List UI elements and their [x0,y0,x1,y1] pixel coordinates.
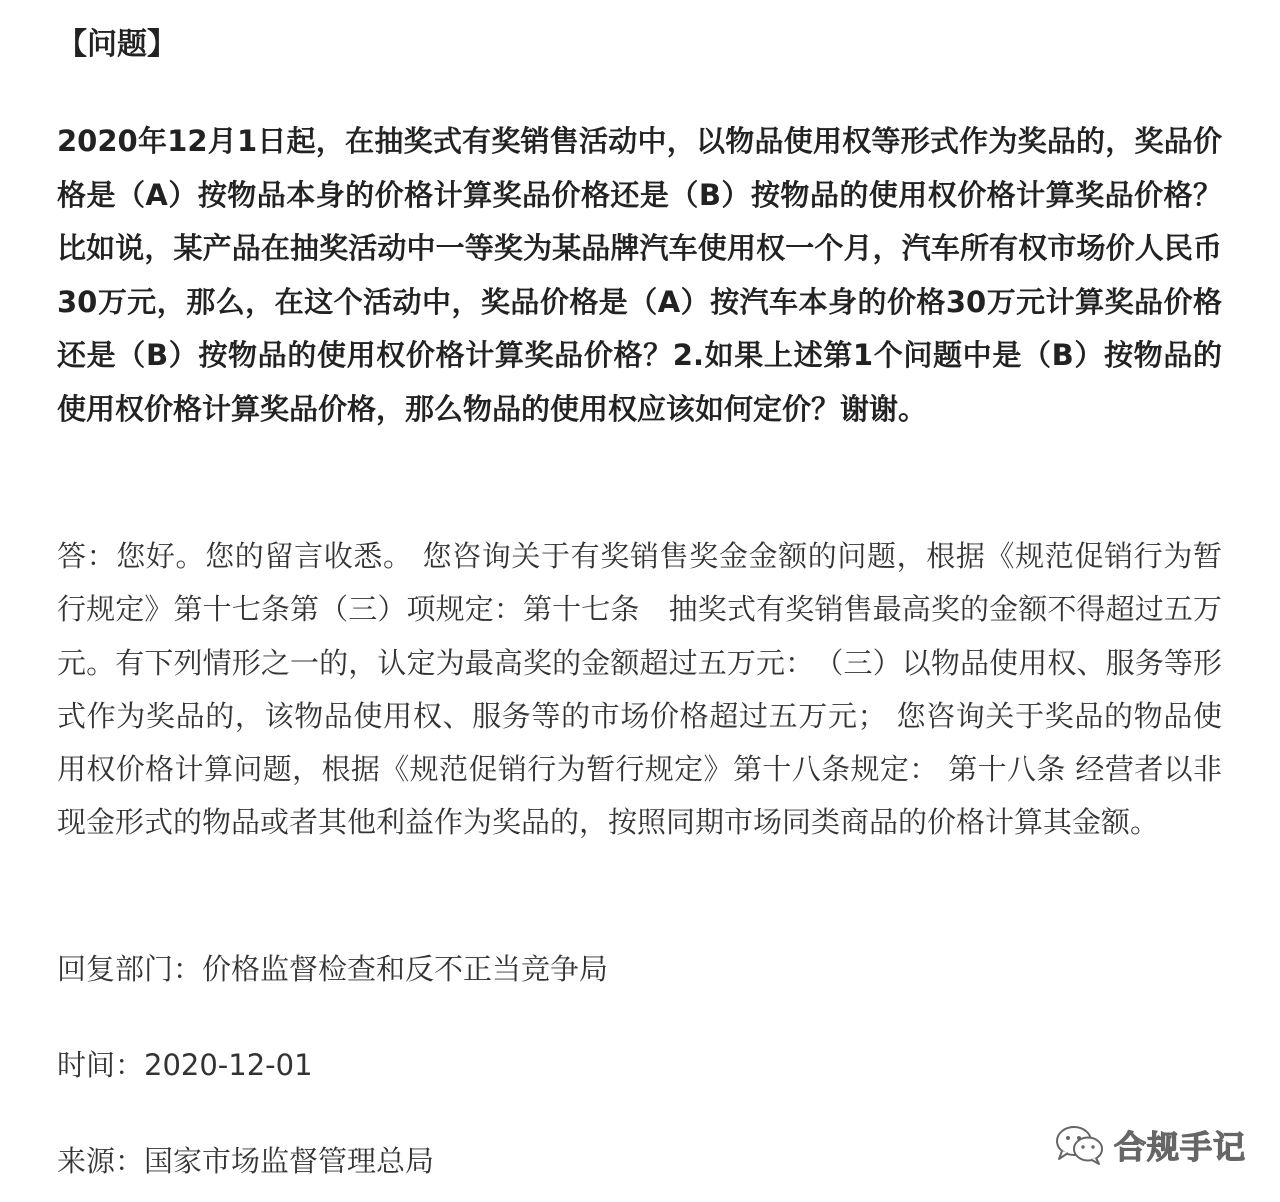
reply-department: 回复部门：价格监督检查和反不正当竞争局 [57,952,609,986]
section-heading: 【问题】 [57,27,177,62]
question-text: 2020年12月1日起，在抽奖式有奖销售活动中，以物品使用权等形式作为奖品的，奖品价格是（A）按物品本身的价格计算奖品价格还是（B）按物品的使用权价格计算奖品价格？比如说，某产品在抽奖活动中一等奖为某品牌汽车使用权一个月，汽车所有权市场价人民币30万元，那么，在这个活动中，奖品价格是（A）按汽车本身的价格30万元计算奖品价格还是（B）按物品的使用权价格计算奖品价格？2.如果上述第1个问题中是（B）按物品的使用权价格计算奖品价格，那么物品的使用权应该如何定价？谢谢。 [57,124,1222,426]
watermark [1054,1120,1246,1170]
wechat-icon [1054,1123,1106,1167]
reply-source: 来源：国家市场监督管理总局 [57,1144,435,1178]
reply-time: 时间：2020-12-01 [57,1048,313,1082]
watermark-text: 合规手记 [1114,1128,1247,1166]
answer-text: 答：您好。您的留言收悉。 您咨询关于有奖销售奖金金额的问题，根据《规范促销行为暂行规定》第十七条第（三）项规定：第十七条 抽奖式有奖销售最高奖的金额不得超过五万元。有下列情形之一的，认定为最高奖的金额超过五万元： （三）以物品使用权、服务等形式作为奖品的，该物品使用权、服务等的市场价格超过五万元； 您咨询关于奖品的物品使用权价格计算问题，根据《规范促销行为暂行规定》第十八条规定： 第十八条 经营者以非现金形式的物品或者其他利益作为奖品的，按照同期市场同类商品的价格计算其金额。 [57,539,1222,840]
